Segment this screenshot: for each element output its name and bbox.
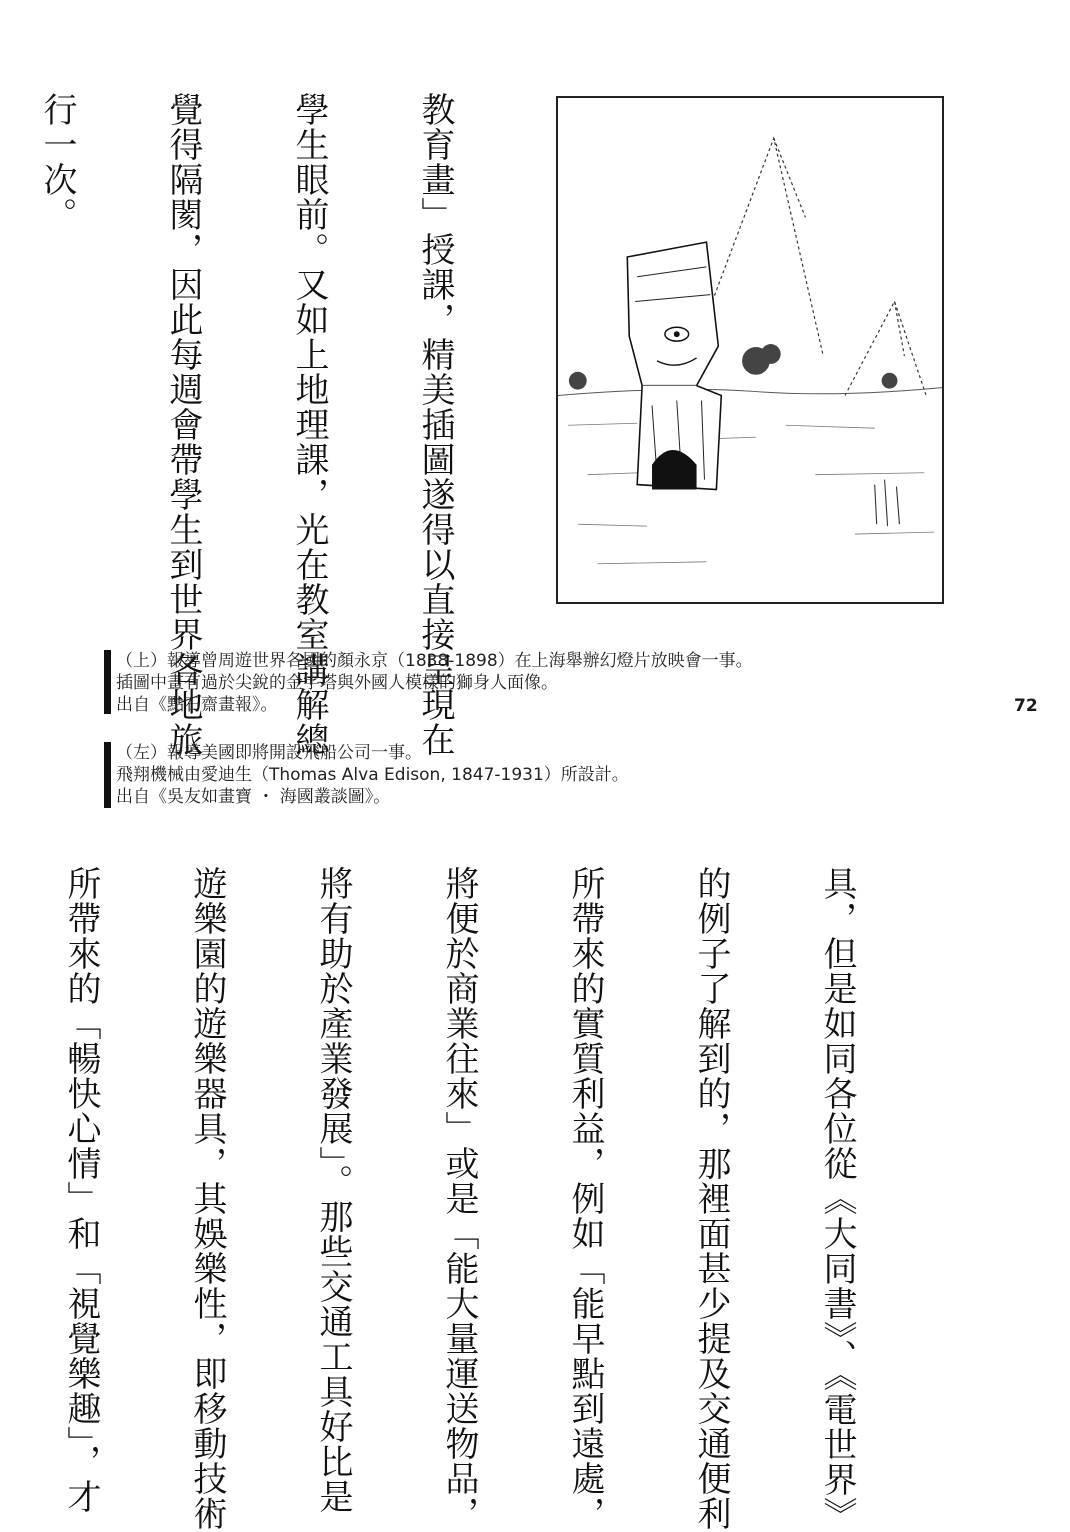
sphinx-pyramid-illustration [556, 96, 944, 604]
text-line: 將便於商業往來」或是「能大量運送物品， [439, 866, 479, 1531]
text-line: 遊樂園的遊樂器具，其娛樂性，即移動技術 [187, 866, 227, 1531]
text-line: 行一次。 [37, 92, 77, 232]
caption-left-line2: 飛翔機械由愛迪生（Thomas Alva Edison, 1847-1931）所設計。 [116, 765, 629, 785]
text-line: 將有助於產業發展」。那些交通工具好比是 [313, 866, 353, 1514]
illustration-drawing [558, 98, 942, 602]
text-line: 教育畫」授課，精美插圖遂得以直接呈現在 [415, 92, 455, 757]
caption-top-bar [104, 650, 111, 714]
caption-left-line3: 出自《吳友如畫寶 ・ 海國叢談圖》。 [116, 787, 391, 807]
text-line: 覺得隔閡，因此每週會帶學生到世界各地旅 [163, 92, 203, 757]
bottom-body-text [0, 866, 942, 1532]
caption-top-line3: 出自《點石齋畫報》。 [116, 695, 278, 715]
caption-top-line1: （上）報導曾周遊世界各國的顏永京（1838-1898）在上海舉辦幻燈片放映會一事。 [116, 651, 753, 671]
caption-left-bar [104, 742, 111, 808]
text-line: 所帶來的實質利益，例如「能早點到遠處， [565, 866, 605, 1531]
page-number: 72 [1014, 696, 1038, 716]
caption-top-line2: 插圖中畫有過於尖銳的金字塔與外國人模樣的獅身人面像。 [116, 673, 558, 693]
text-line: 所帶來的「暢快心情」和「視覺樂趣」，才 [61, 866, 101, 1514]
caption-left [116, 742, 629, 808]
caption-left-line1: （左）報導美國即將開設飛船公司一事。 [116, 743, 422, 763]
caption-top [116, 650, 753, 716]
text-line: 的例子了解到的，那裡面甚少提及交通便利 [691, 866, 731, 1531]
text-line: 學生眼前。又如上地理課，光在教室講解總 [289, 92, 329, 757]
text-line: 具，但是如同各位從《大同書》、《電世界》 [817, 866, 857, 1532]
